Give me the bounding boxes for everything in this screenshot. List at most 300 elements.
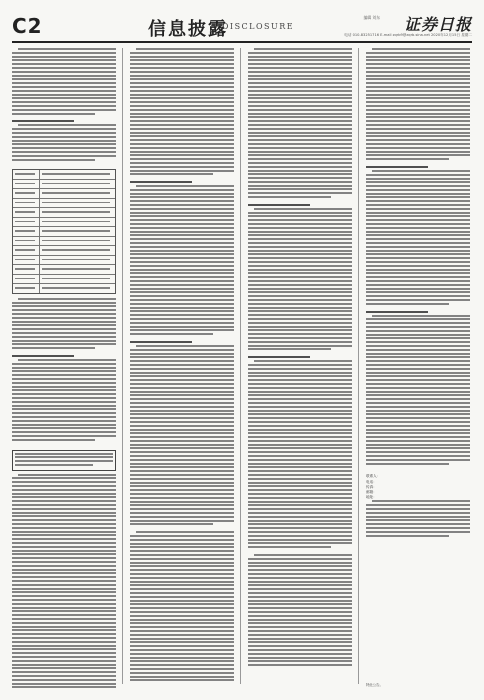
text-line [366,105,470,107]
text-line [130,200,234,202]
text-line [366,288,470,290]
text-line [248,310,352,312]
text-line [136,48,234,50]
text-line [130,219,234,221]
text-line [366,394,470,396]
text-line [366,417,470,419]
text-line [12,645,116,647]
text-line [12,340,116,342]
text-line [130,120,234,122]
text-line [130,109,234,111]
text-line [248,337,352,339]
text-line [248,649,352,651]
text-line [12,527,116,529]
text-line [248,504,352,506]
text-line [130,523,213,525]
text-line [248,463,352,465]
text-line [248,63,352,65]
text-line [12,557,116,559]
text-line [366,410,470,412]
text-line [366,101,470,103]
text-line [248,75,352,77]
text-line [130,116,234,118]
text-line [248,288,352,290]
text-line [366,269,470,271]
text-line [12,622,116,624]
text-line [12,336,116,338]
text-line [248,170,352,172]
text-line [130,310,234,312]
text-line [12,500,116,502]
text-line [248,425,352,427]
column-divider [358,48,359,684]
text-line [366,272,470,274]
text-line [12,128,116,130]
text-line [12,481,116,483]
text-line [366,52,470,54]
text-line [12,78,116,80]
text-line [12,393,116,395]
text-line [366,459,470,461]
text-line [12,652,116,654]
text-line [130,466,234,468]
text-line [248,348,331,350]
text-line [366,234,470,236]
text-line [130,398,234,400]
text-line [366,512,470,514]
text-line [366,257,470,259]
text-line [130,212,234,214]
text-line [366,406,470,408]
text-line [130,162,234,164]
text-line [248,372,352,374]
text-line [248,622,352,624]
text-line [12,664,116,666]
text-line [130,124,234,126]
text-line [130,470,234,472]
text-line [130,269,234,271]
text-line [248,234,352,236]
text-line [18,474,116,476]
text-line [366,97,470,99]
text-line [130,333,213,335]
text-line [130,113,234,115]
text-line [248,455,352,457]
text-line [366,432,470,434]
text-line [248,307,352,309]
text-line [12,132,116,134]
text-line [12,496,116,498]
text-line [248,345,352,347]
text-line [248,215,352,217]
text-line [12,519,116,521]
text-line [130,368,234,370]
text-line [130,128,234,130]
text-line [130,436,234,438]
text-line [248,592,352,594]
text-line [248,565,352,567]
text-line [248,474,352,476]
text-line [248,539,352,541]
text-line [254,208,352,210]
text-line [130,242,234,244]
text-line [130,394,234,396]
text-line [12,588,116,590]
text-line [248,231,352,233]
text-line [248,459,352,461]
contact-list [366,474,470,500]
text-line [248,158,352,160]
text-line [130,432,234,434]
text-line [130,253,234,255]
text-line [130,375,234,377]
text-line [248,664,352,666]
text-line [130,474,234,476]
text-line [248,162,352,164]
text-line [12,542,116,544]
text-line [248,78,352,80]
table-row [13,218,115,228]
text-line [248,387,352,389]
text-line [372,170,470,172]
text-line [130,444,234,446]
text-line [248,90,352,92]
text-line [248,584,352,586]
text-line [130,246,234,248]
text-line [130,318,234,320]
text-line [248,173,352,175]
text-line [366,463,449,465]
text-line [12,401,116,403]
text-line [248,246,352,248]
text-line [366,360,470,362]
text-line [366,219,470,221]
text-line [248,71,352,73]
text-line [130,672,234,674]
table-row [13,199,115,209]
text-line [12,343,116,345]
text-line [248,116,352,118]
text-line [366,330,470,332]
text-line [130,485,234,487]
text-line [366,276,470,278]
text-line [12,424,116,426]
text-line [130,562,234,564]
text-line [12,86,116,88]
text-line [130,234,234,236]
text-line [366,387,470,389]
page-number: C2 [12,14,43,38]
text-line [248,429,352,431]
text-line [366,295,470,297]
text-line [12,63,116,65]
text-line [12,489,116,491]
text-line [130,105,234,107]
text-line [130,554,234,556]
disclosure-table [12,169,116,294]
text-line [366,429,470,431]
text-line [366,181,470,183]
text-line [366,120,470,122]
text-line [12,302,116,304]
text-line [248,196,331,198]
text-line [248,641,352,643]
text-line [130,664,234,666]
text-line [366,455,470,457]
text-line [12,332,116,334]
text-line [366,345,470,347]
text-line [130,250,234,252]
text-line [12,328,116,330]
text-line [12,675,116,677]
text-line [130,272,234,274]
text-line [366,253,470,255]
text-line [130,59,234,61]
text-line [130,611,234,613]
text-line [248,417,352,419]
text-line [366,132,470,134]
text-line [130,600,234,602]
text-line [130,622,234,624]
text-line [366,444,470,446]
text-line [130,626,234,628]
text-line [366,261,470,263]
text-line [130,215,234,217]
text-line [12,367,116,369]
text-line [130,86,234,88]
text-line [366,242,470,244]
closing-note: 特此公告。 [366,683,383,688]
text-line [130,447,234,449]
text-line [130,303,234,305]
text-line [130,493,234,495]
text-line [15,464,93,466]
text-line [366,71,470,73]
text-line [248,192,352,194]
text-line [248,322,352,324]
text-line [12,485,116,487]
text-line [248,542,352,544]
text-line [130,660,234,662]
text-line [248,577,352,579]
subheading-line [248,356,310,358]
text-line [366,59,470,61]
text-line [12,603,116,605]
text-line [12,572,116,574]
text-line [366,135,470,137]
text-line [12,386,116,388]
text-line [248,261,352,263]
text-line [130,97,234,99]
subheading-line [12,355,74,357]
contact-row: 电话： [366,479,377,484]
text-line [12,637,116,639]
text-line [12,82,116,84]
text-line [130,504,234,506]
table-row [13,208,115,218]
text-line [248,272,352,274]
text-line [248,603,352,605]
text-line [12,140,116,142]
text-line [248,653,352,655]
text-line [130,440,234,442]
text-line [248,368,352,370]
text-line [366,421,470,423]
text-line [18,124,116,126]
text-line [130,653,234,655]
text-line [130,280,234,282]
text-line [130,516,234,518]
text-line [12,389,116,391]
text-line [366,535,449,537]
text-line [18,48,116,50]
text-line [248,120,352,122]
text-line [12,599,116,601]
text-line [248,391,352,393]
text-line [130,581,234,583]
text-line [12,71,116,73]
text-line [372,315,470,317]
text-line [248,250,352,252]
text-line [12,512,116,514]
text-line [130,539,234,541]
text-line [248,177,352,179]
text-line [12,550,116,552]
text-line [366,523,470,525]
text-line [12,420,116,422]
text-line [12,504,116,506]
text-line [130,417,234,419]
text-line [248,284,352,286]
text-line [366,372,470,374]
text-line [12,648,116,650]
text-line [130,63,234,65]
text-line [248,410,352,412]
text-line [366,440,470,442]
text-line [248,314,352,316]
text-line [130,257,234,259]
text-line [130,90,234,92]
text-line [366,227,470,229]
text-line [130,314,234,316]
text-line [12,477,116,479]
text-line [366,436,470,438]
text-line [130,52,234,54]
text-line [12,305,116,307]
text-line [12,576,116,578]
text-line [366,368,470,370]
text-line [366,56,470,58]
table-row [13,246,115,256]
text-line [248,124,352,126]
text-line [130,71,234,73]
text-line [366,109,470,111]
text-line [12,155,116,157]
text-line [366,178,470,180]
text-line [248,67,352,69]
text-line [12,553,116,555]
text-line [248,535,352,537]
text-line [12,370,116,372]
text-line [366,189,470,191]
text-line [248,291,352,293]
text-line [366,208,470,210]
text-line [248,128,352,130]
text-line [130,459,234,461]
text-line [130,406,234,408]
text-line [12,565,116,567]
text-line [366,193,470,195]
text-line [12,686,116,688]
table-row [13,256,115,266]
text-line [130,668,234,670]
text-line [130,383,234,385]
text-line [130,387,234,389]
text-line [12,641,116,643]
text-line [248,657,352,659]
table-row [13,189,115,199]
text-line [366,299,470,301]
text-line [248,364,352,366]
text-line [366,527,470,529]
text-line [12,363,116,365]
text-line [248,86,352,88]
text-line [248,109,352,111]
text-line [130,592,234,594]
text-line [12,626,116,628]
text-line [130,634,234,636]
text-line [366,353,470,355]
contact-dateline: 电话 010-83251716 E-mail zqrb9@zqrb.sina.net 2020年12月15日 星期二 [344,33,472,37]
text-line [130,288,234,290]
text-line [12,431,116,433]
text-line [248,269,352,271]
text-line [12,309,116,311]
text-line [248,341,352,343]
text-line [12,136,116,138]
text-line [366,154,470,156]
text-line [130,584,234,586]
text-line [130,139,234,141]
text-line [366,75,470,77]
text-line [366,90,470,92]
text-line [130,535,234,537]
masthead-logo: 证券日报 [403,15,472,34]
text-line [366,364,470,366]
text-line [366,516,470,518]
text-line [136,531,234,533]
text-line [248,482,352,484]
text-line [248,394,352,396]
text-line [248,253,352,255]
text-line [248,645,352,647]
text-line [366,322,470,324]
text-line [130,478,234,480]
text-line [366,124,470,126]
text-line [130,429,234,431]
text-line [366,86,470,88]
text-line [366,82,470,84]
text-line [248,276,352,278]
contact-row: 传真： [366,484,377,489]
text-line [12,67,116,69]
text-line [130,75,234,77]
text-line [130,208,234,210]
text-line [12,534,116,536]
text-line [12,147,116,149]
text-line [366,337,470,339]
text-line [366,212,470,214]
